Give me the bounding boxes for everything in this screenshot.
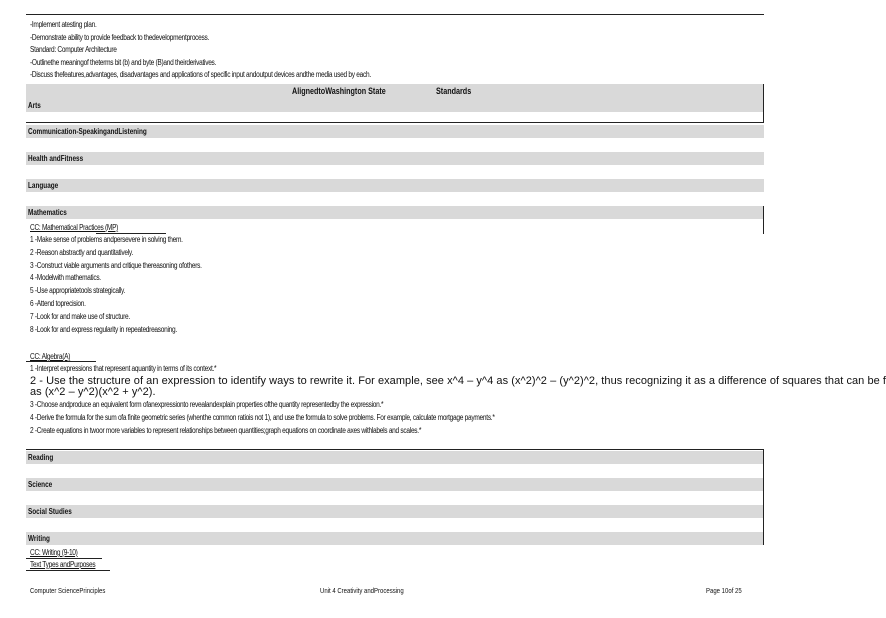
footer-page: Page 10of 25 <box>706 586 742 595</box>
right-border <box>763 449 764 545</box>
list-item: 8 -Look for and express regularity in repeatedreasoning. <box>30 324 177 334</box>
band-writing <box>26 532 764 545</box>
standards-heading: Standards <box>436 86 472 96</box>
title-underline <box>96 233 166 234</box>
section-reading: Reading <box>28 453 54 462</box>
top-rule <box>26 14 764 15</box>
band-science <box>26 478 764 491</box>
band-reading <box>26 451 764 464</box>
writing-title: CC: Writing (9-10) <box>30 548 78 557</box>
band-health <box>26 152 764 165</box>
list-item: 6 -Attend toprecision. <box>30 298 86 308</box>
band-communication <box>26 125 764 138</box>
divider <box>26 122 764 123</box>
intro-line: -Implement atesting plan. <box>30 20 97 29</box>
section-mathematics: Mathematics <box>28 208 67 217</box>
algebra-item-1: 1 -Interpret expressions that represent aquantity in terms of its context.* <box>30 364 217 373</box>
section-social: Social Studies <box>28 507 72 516</box>
algebra-title: CC: Algebra(A) <box>30 352 71 361</box>
algebra-item-2: 2 - Use the structure of an expression to identify ways to rewrite it. For example, see x^4 – y^4 as (x^2)^2 – (y^2)^2, thus recognizing it as a difference of squares that can be f <box>30 375 886 387</box>
algebra-item-5: 2 -Create equations in twoor more variables to represent relationships between quantities;graph equations on coordinate axes withlabels and scales.* <box>30 426 422 435</box>
list-item: 5 -Use appropriatetools strategically. <box>30 286 126 296</box>
list-item: 1 -Make sense of problems andpersevere in solving them. <box>30 235 183 244</box>
intro-line: -Demonstrate ability to provide feedback to thedevelopmentprocess. <box>30 32 210 42</box>
section-language: Language <box>28 181 59 190</box>
footer-left: Computer SciencePrinciples <box>30 586 106 595</box>
algebra-item-2-cont: as (x^2 – y^2)(x^2 + y^2). <box>30 386 156 398</box>
intro-line: Standard: Computer Architecture <box>30 45 117 54</box>
intro-block <box>30 20 371 83</box>
aligned-band <box>26 84 764 112</box>
intro-line: -Outlinethe meaningof theterms bit (b) and byte (B)and theirderivatives. <box>30 57 217 67</box>
section-science: Science <box>28 480 53 489</box>
list-item: 2 -Reason abstractly and quantitatively. <box>30 247 133 257</box>
divider <box>26 449 764 450</box>
list-item: 3 -Construct viable arguments and critique thereasoning ofothers. <box>30 260 202 270</box>
list-item: 4 -Modelwith mathematics. <box>30 273 101 283</box>
aligned-heading: AlignedtoWashington State <box>292 86 386 96</box>
section-writing: Writing <box>28 534 50 543</box>
right-border <box>763 206 764 234</box>
section-arts: Arts <box>28 101 41 110</box>
math-practices-title: CC: Mathematical Practices (MP) <box>30 223 119 232</box>
intro-line: -Discuss thefeatures,advantages, disadvantages and applications of specific input andoutput devices andthe media used by each. <box>30 70 371 79</box>
section-communication: Communication-SpeakingandListening <box>28 127 147 136</box>
band-mathematics <box>26 206 764 219</box>
band-language <box>26 179 764 192</box>
writing-subtitle: Text Types andPurposes <box>30 560 96 569</box>
band-social <box>26 505 764 518</box>
title-underline <box>26 570 110 571</box>
section-health: Health andFitness <box>28 154 84 163</box>
math-practices-list <box>30 235 202 337</box>
right-border <box>763 84 764 122</box>
algebra-item-3: 3 -Choose andproduce an equivalent form ofanexpressionto revealandexplain properties ofthe quantity representedby the expression.* <box>30 400 384 409</box>
title-underline <box>26 558 102 559</box>
title-underline <box>26 361 96 362</box>
algebra-item-4: 4 -Derive the formula for the sum ofa finite geometric series (whenthe common ratiois not 1), and use the formula to solve problems. For example, calculate mortgage payments.* <box>30 413 495 422</box>
list-item: 7 -Look for and make use of structure. <box>30 311 130 321</box>
footer-middle: Unit 4 Creativity andProcessing <box>320 586 404 595</box>
